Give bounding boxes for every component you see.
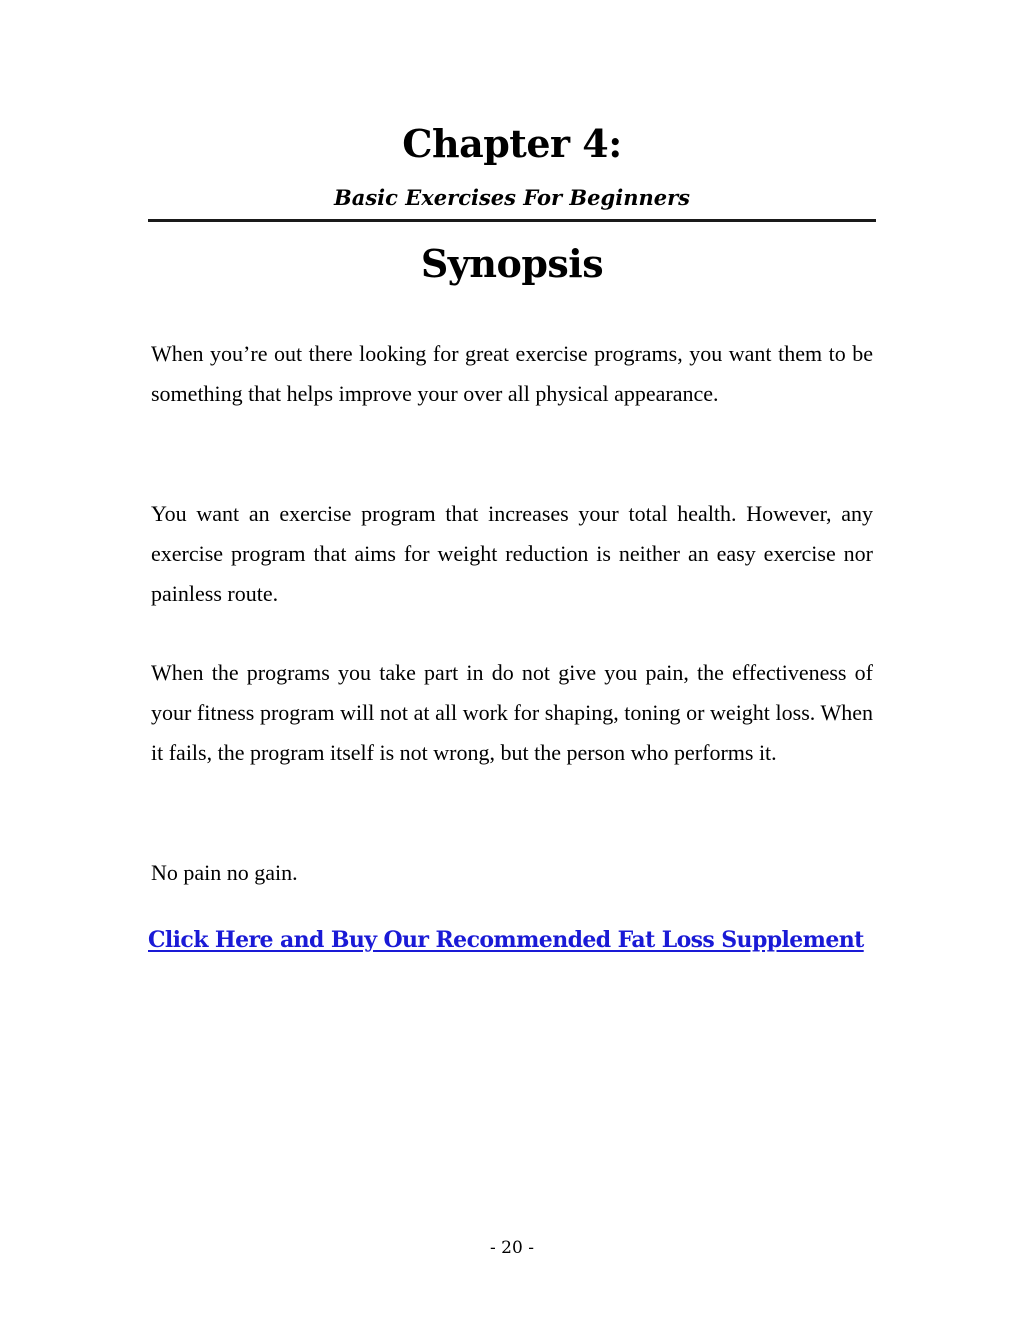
paragraph-3: When the programs you take part in do not give you pain, the effectiveness of your fitness program will not at all work for shaping, toning or weight loss. When it fails, the program itself is not wrong, but the person who performs it. <box>151 660 873 765</box>
chapter-subtitle: Basic Exercises For Beginners <box>334 185 690 210</box>
paragraph-1: When you’re out there looking for great exercise programs, you want them to be something that helps improve your over all physical appearance. <box>151 341 873 406</box>
paragraph-2: You want an exercise program that increases your total health. However, any exercise program that aims for weight reduction is neither an easy exercise nor painless route. <box>151 501 873 606</box>
buy-supplement-link[interactable]: Click Here and Buy Our Recommended Fat Loss Supplement <box>148 927 864 953</box>
chapter-title: Chapter 4: <box>402 121 622 166</box>
paragraph-4: No pain no gain. <box>151 860 298 885</box>
divider-rule <box>148 219 876 222</box>
page-number: - 20 - <box>490 1238 534 1258</box>
section-title: Synopsis <box>420 241 604 286</box>
